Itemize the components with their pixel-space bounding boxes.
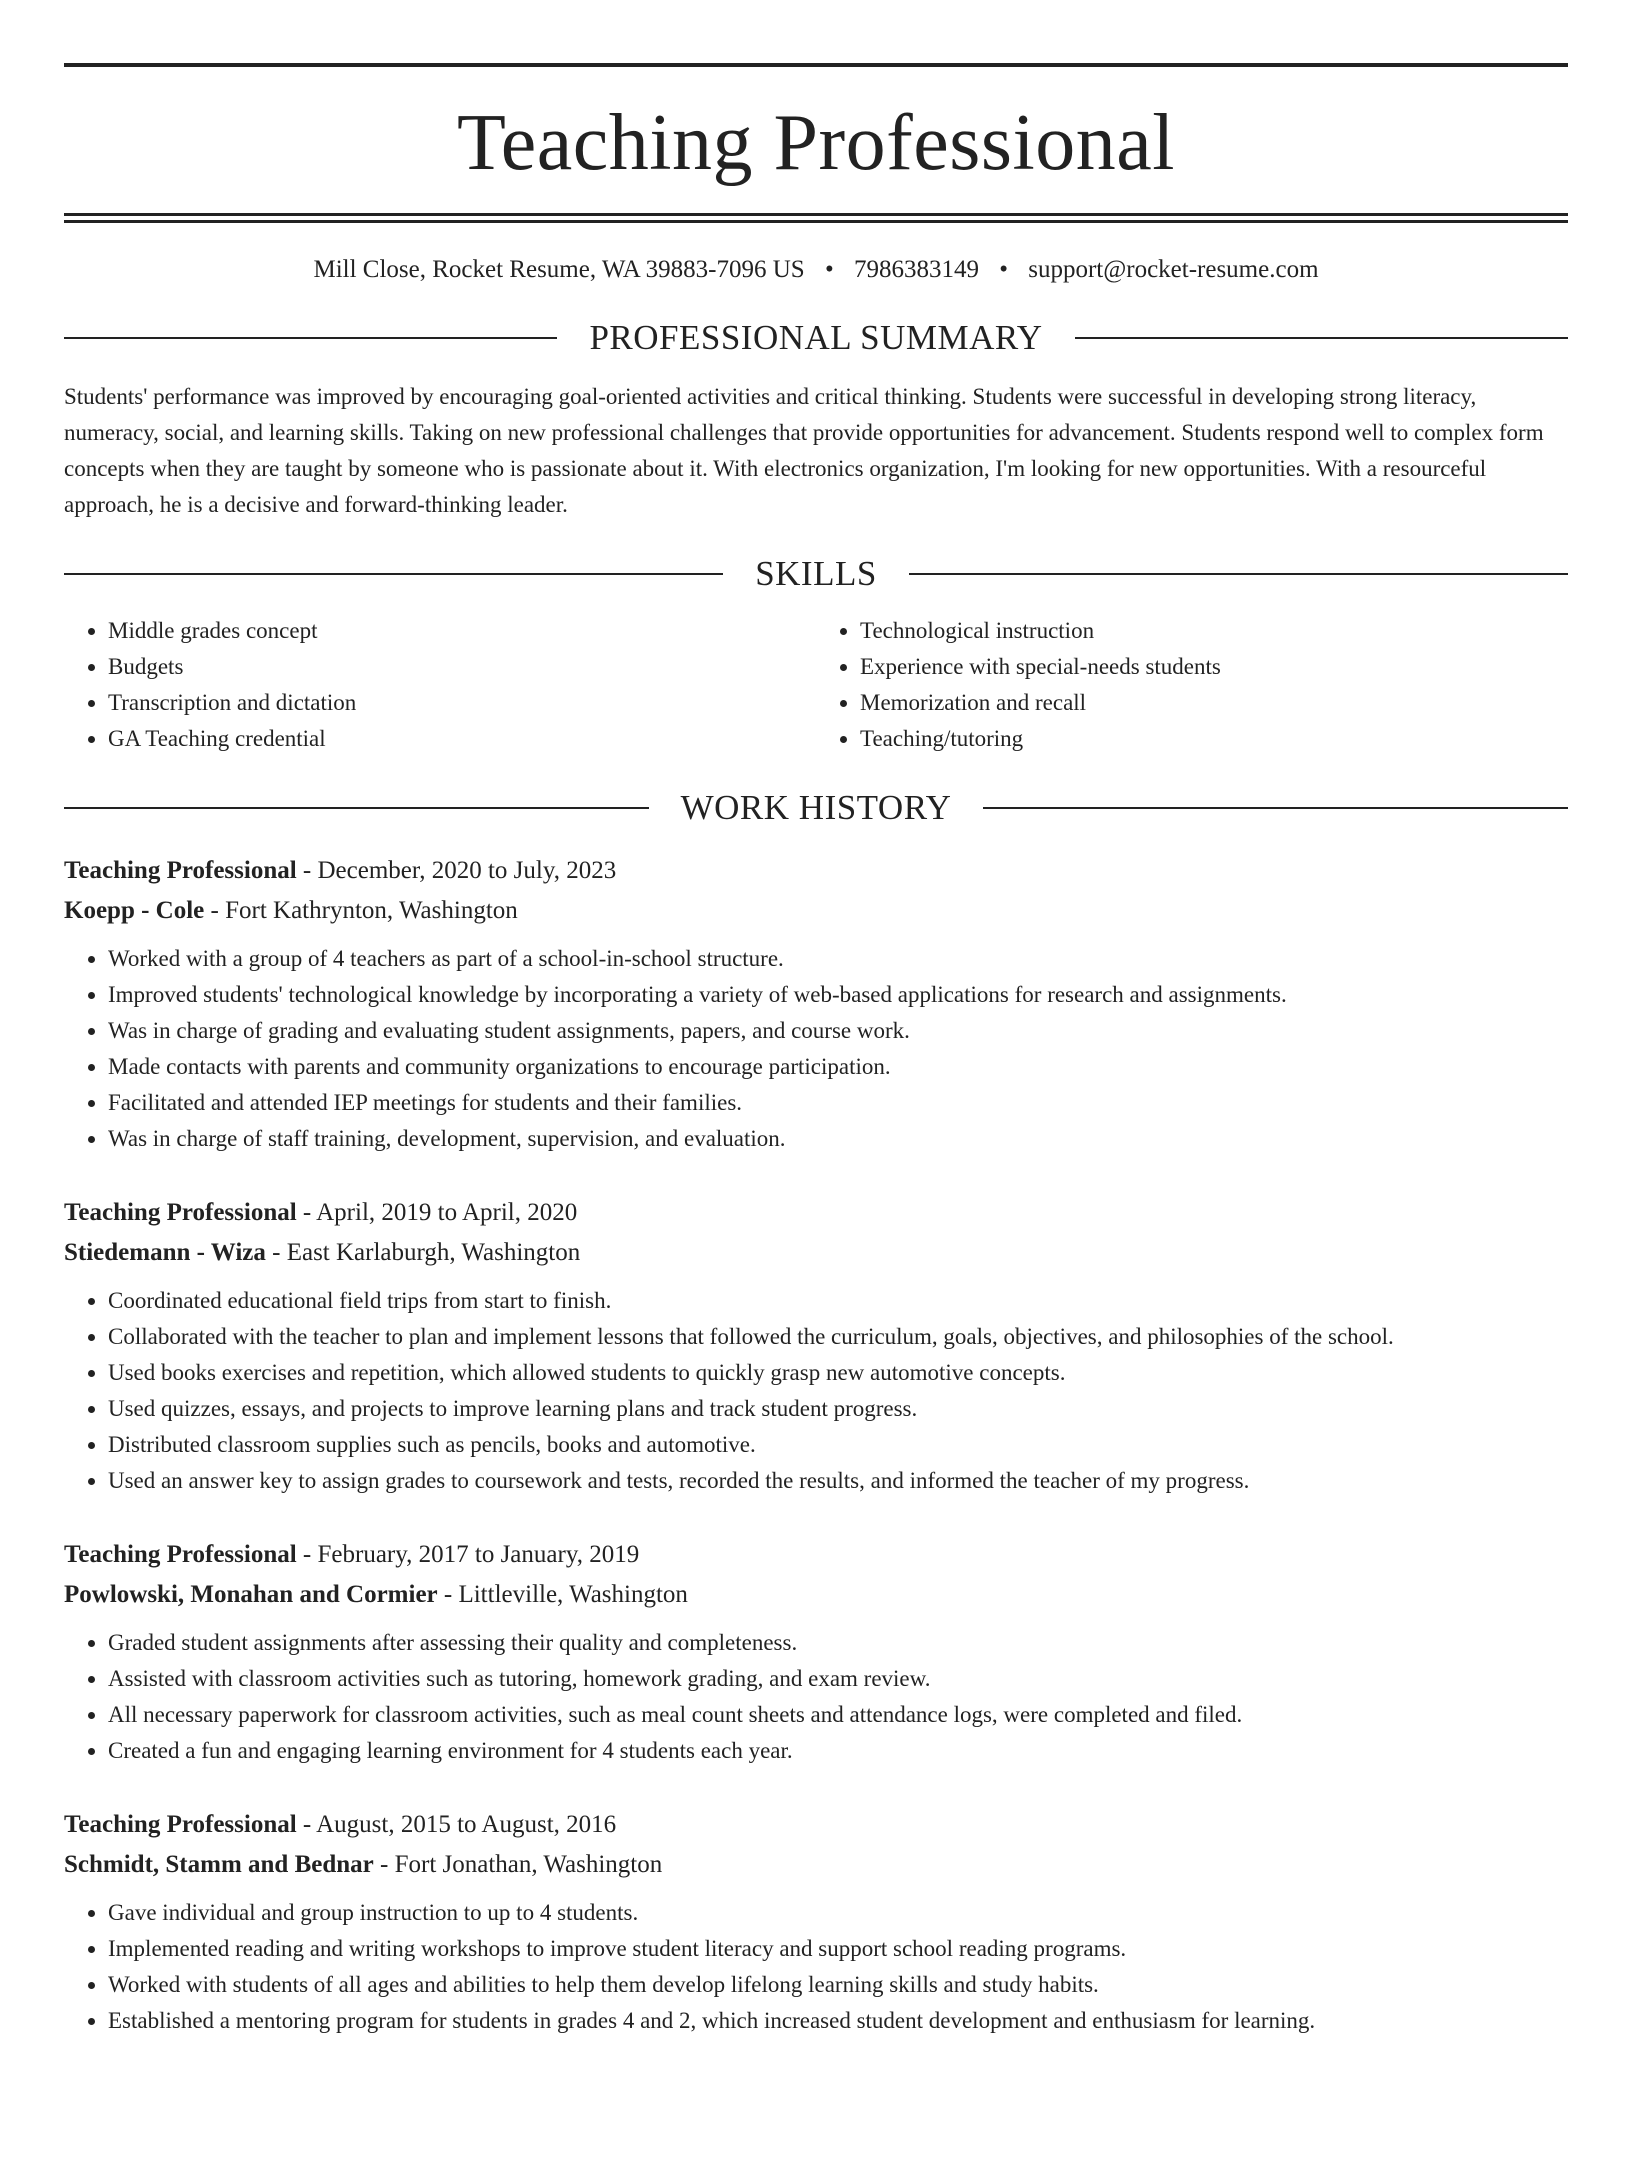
job-company: Schmidt, Stamm and Bednar [64, 1851, 374, 1878]
summary-section-heading [64, 317, 1568, 359]
contact-line [64, 253, 1568, 287]
job-bullet: • Facilitated and attended IEP meetings for students and their families. [108, 1085, 1568, 1121]
job-bullet: • Worked with students of all ages and abilities to help them develop lifelong learning skills and study habits. [108, 1967, 1568, 2003]
job-company-line [64, 891, 1568, 931]
dash: - [373, 1851, 395, 1878]
job-bullet: • Implemented reading and writing workshops to improve student literacy and support school reading programs. [108, 1931, 1568, 1967]
summary-text: Students' performance was improved by encouraging goal-oriented activities and critical thinking. Students were successful in developing strong literacy, numeracy, social, and learning skills. Taking on new professional challenges that provide opportunities for advancement. Students respond well to complex form concepts when they are taught by someone who is passionate about it. With electronics organization, I'm looking for new opportunities. With a resourceful approach, he is a decisive and forward-thinking leader. [64, 384, 1544, 517]
skill-item: • Transcription and dictation [108, 685, 816, 721]
job-bullet: • Gave individual and group instruction to up to 4 students. [108, 1895, 1568, 1931]
skill-item: • Teaching/tutoring [860, 721, 1568, 757]
heading-rule [64, 573, 723, 575]
job-role-line [64, 1535, 1568, 1575]
job-role: Teaching Professional [64, 1541, 297, 1568]
job-bullet: • Made contacts with parents and community organizations to encourage participation. [108, 1049, 1568, 1085]
job-dates: February, 2017 to January, 2019 [317, 1541, 640, 1568]
job-bullet: • Used an answer key to assign grades to coursework and tests, recorded the results, and informed the teacher of my progress. [108, 1463, 1568, 1499]
job-bullet: • All necessary paperwork for classroom activities, such as meal count sheets and attendance logs, were completed and filed. [108, 1697, 1568, 1733]
job-bullet: • Used books exercises and repetition, which allowed students to quickly grasp new automotive concepts. [108, 1355, 1568, 1391]
double-rule [64, 213, 1568, 223]
job-bullets [64, 941, 1568, 1157]
top-rule [64, 63, 1568, 67]
skills-title: SKILLS [755, 554, 877, 593]
contact-email: support@rocket-resume.com [1028, 256, 1319, 283]
resume-name: Teaching Professional [456, 99, 1176, 187]
dash: - [265, 1239, 287, 1266]
heading-rule [909, 573, 1568, 575]
job-location: Fort Kathrynton, Washington [225, 897, 518, 924]
job-bullets [64, 1895, 1568, 2039]
job-bullets [64, 1283, 1568, 1499]
job-bullet: • Created a fun and engaging learning environment for 4 students each year. [108, 1733, 1568, 1769]
skill-item: • Technological instruction [860, 613, 1568, 649]
job-bullet: • Collaborated with the teacher to plan and implement lessons that followed the curriculum, goals, objectives, and philosophies of the school. [108, 1319, 1568, 1355]
job-company-line [64, 1845, 1568, 1885]
job-bullet: • Assisted with classroom activities such as tutoring, homework grading, and exam review. [108, 1661, 1568, 1697]
job-entry [64, 1535, 1568, 1769]
job-bullet: • Coordinated educational field trips from start to finish. [108, 1283, 1568, 1319]
skills-list [64, 613, 1568, 757]
job-company: Koepp - Cole [64, 897, 205, 924]
skill-item: • Middle grades concept [108, 613, 816, 649]
skills-section-heading [64, 553, 1568, 595]
resume-page [0, 63, 1632, 2175]
job-dates: August, 2015 to August, 2016 [316, 1811, 617, 1838]
heading-rule [64, 807, 649, 809]
skill-item: • Budgets [108, 649, 816, 685]
job-location: Littleville, Washington [458, 1581, 688, 1608]
skill-item: • Experience with special-needs students [860, 649, 1568, 685]
job-dates: December, 2020 to July, 2023 [317, 857, 617, 884]
job-location: East Karlaburgh, Washington [286, 1239, 581, 1266]
job-role: Teaching Professional [64, 1811, 297, 1838]
contact-address: Mill Close, Rocket Resume, WA 39883-7096 US [313, 256, 805, 283]
summary-title: PROFESSIONAL SUMMARY [589, 318, 1043, 357]
job-company-line [64, 1575, 1568, 1615]
contact-phone: 7986383149 [853, 256, 979, 283]
job-company: Stiedemann - Wiza [64, 1239, 266, 1266]
job-bullet: • Used quizzes, essays, and projects to improve learning plans and track student progress. [108, 1391, 1568, 1427]
job-entry [64, 1805, 1568, 2039]
job-company-line [64, 1233, 1568, 1273]
job-entry [64, 851, 1568, 1157]
contact-separator: • [824, 256, 834, 283]
job-company: Powlowski, Monahan and Cormier [64, 1581, 438, 1608]
dash: - [296, 1811, 317, 1838]
job-role-line [64, 1805, 1568, 1845]
job-bullets [64, 1625, 1568, 1769]
heading-rule [64, 337, 557, 339]
work-title: WORK HISTORY [680, 788, 952, 827]
job-role-line [64, 1193, 1568, 1233]
skill-item: • GA Teaching credential [108, 721, 816, 757]
dash: - [296, 1541, 318, 1568]
job-bullet: • Improved students' technological knowledge by incorporating a variety of web-based applications for research and assignments. [108, 977, 1568, 1013]
job-bullet: • Worked with a group of 4 teachers as part of a school-in-school structure. [108, 941, 1568, 977]
job-role: Teaching Professional [64, 857, 297, 884]
heading-rule [1075, 337, 1568, 339]
contact-separator: • [999, 256, 1008, 283]
job-bullet: • Distributed classroom supplies such as pencils, books and automotive. [108, 1427, 1568, 1463]
job-dates: April, 2019 to April, 2020 [316, 1199, 578, 1226]
dash: - [296, 857, 318, 884]
job-bullet: • Established a mentoring program for students in grades 4 and 2, which increased student development and enthusiasm for learning. [108, 2003, 1568, 2039]
job-role-line [64, 851, 1568, 891]
dash: - [204, 897, 226, 924]
job-location: Fort Jonathan, Washington [394, 1851, 663, 1878]
job-entry [64, 1193, 1568, 1499]
job-bullet: • Graded student assignments after assessing their quality and completeness. [108, 1625, 1568, 1661]
skills-column-right [816, 613, 1568, 757]
dash: - [437, 1581, 459, 1608]
work-section-heading [64, 787, 1568, 829]
skills-column-left [64, 613, 816, 757]
job-bullet: • Was in charge of grading and evaluating student assignments, papers, and course work. [108, 1013, 1568, 1049]
skill-item: • Memorization and recall [860, 685, 1568, 721]
heading-rule [983, 807, 1568, 809]
job-bullet: • Was in charge of staff training, development, supervision, and evaluation. [108, 1121, 1568, 1157]
job-role: Teaching Professional [64, 1199, 297, 1226]
dash: - [296, 1199, 317, 1226]
